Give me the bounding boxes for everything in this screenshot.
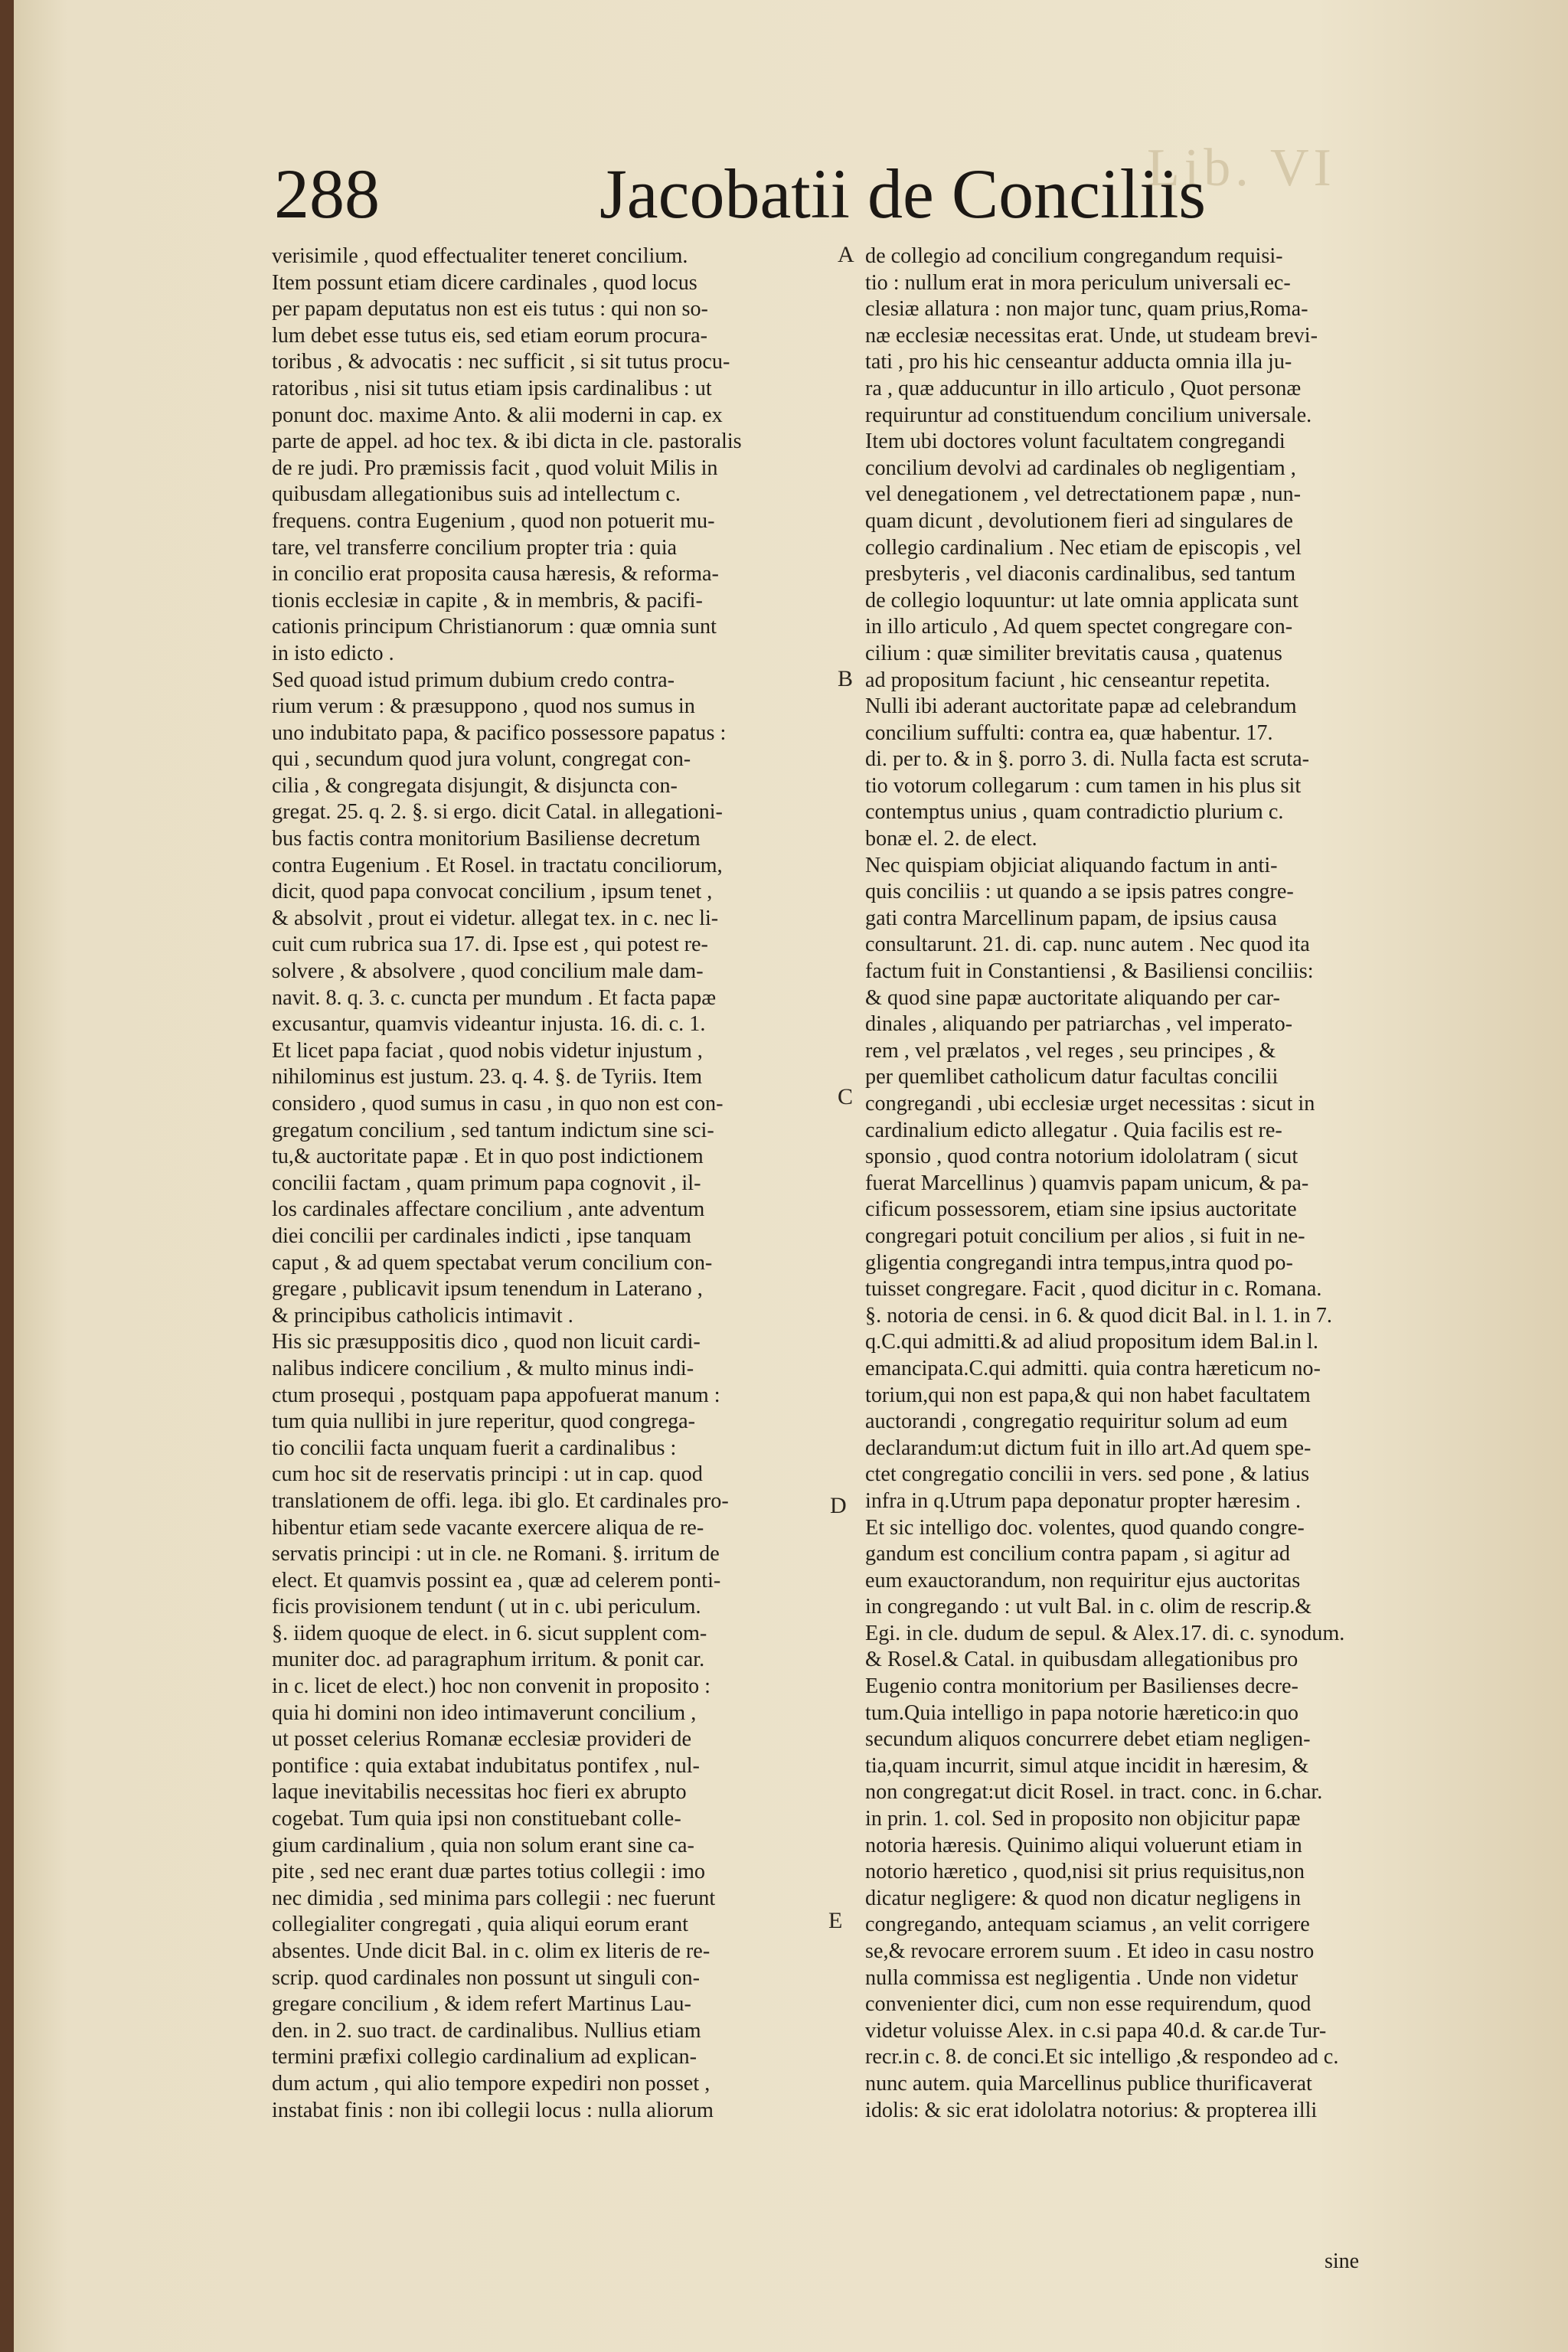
- text-line: collegio cardinalium . Nec etiam de episcopis , vel: [865, 535, 1302, 560]
- text-line: tum.Quia intelligo in papa notorie hæretico:in quo: [865, 1700, 1298, 1725]
- text-line: gati contra Marcellinum papam, de ipsius causa: [865, 906, 1277, 930]
- text-line: tum quia nullibi in jure reperitur, quod congrega-: [272, 1410, 696, 1434]
- text-line: pite , sed nec erant duæ partes totius collegii : imo: [272, 1860, 705, 1884]
- margin-marker-d: D: [830, 1493, 847, 1518]
- text-line: cationis principum Christianorum : quæ omnia sunt: [272, 615, 717, 639]
- text-line: gandum est concilium contra papam , si agitur ad: [865, 1542, 1290, 1566]
- text-line: elect. Et quamvis possint ea , quæ ad celerem ponti-: [272, 1568, 721, 1592]
- text-line: næ ecclesiæ necessitas erat. Unde, ut studeam brevi-: [865, 323, 1318, 348]
- text-line: convenienter dici, cum non esse requirendum, quod: [865, 1992, 1312, 2017]
- text-line: excusantur, quamvis videantur injusta. 16. di. c. 1.: [272, 1012, 706, 1037]
- text-line: cificum possessorem, etiam sine ipsius auctoritate: [865, 1197, 1297, 1222]
- text-line: Egi. in cle. dudum de sepul. & Alex.17. di. c. synodum.: [865, 1621, 1345, 1645]
- text-line: cardinalium edicto allegatur . Quia facilis est re-: [865, 1118, 1282, 1142]
- text-line: cuit cum rubrica sua 17. di. Ipse est , qui potest re-: [272, 933, 708, 957]
- text-line: Nulli ibi aderant auctoritate papæ ad celebrandum: [865, 694, 1297, 719]
- text-line: servatis principi : ut in cle. ne Romani. §. irritum de: [272, 1542, 720, 1566]
- text-line: in isto edicto .: [272, 641, 394, 665]
- text-line: de collegio ad concilium congregandum requisi-: [865, 244, 1283, 268]
- text-line: absentes. Unde dicit Bal. in c. olim ex literis de re-: [272, 1939, 710, 1963]
- right-text-column: [865, 243, 1447, 2124]
- text-line: presbyteris , vel diaconis cardinalibus, sed tantum: [865, 562, 1296, 586]
- text-line: requiruntur ad constituendum concilium universale.: [865, 403, 1312, 427]
- text-line: fuerat Marcellinus ) quamvis papam unicum, & pa-: [865, 1171, 1309, 1195]
- text-line: quia hi domini non ideo intimaverunt concilium ,: [272, 1700, 697, 1725]
- text-line: per papam deputatus non est eis tutus : qui non so-: [272, 297, 708, 322]
- text-line: infra in q.Utrum papa deponatur propter hæresim .: [865, 1488, 1302, 1513]
- text-line: nunc autem. quia Marcellinus publice thurificaverat: [865, 2071, 1312, 2096]
- text-line: congregandi , ubi ecclesiæ urget necessitas : sicut in: [865, 1092, 1315, 1116]
- text-line: den. in 2. suo tract. de cardinalibus. Nullius etiam: [272, 2018, 701, 2043]
- text-line: gium cardinalium , quia non solum erant sine ca-: [272, 1833, 694, 1857]
- text-line: & absolvit , prout ei videtur. allegat tex. in c. nec li-: [272, 906, 719, 930]
- book-page: [14, 0, 1568, 2352]
- text-line: notoria hæresis. Quinimo aliqui voluerunt etiam in: [865, 1833, 1302, 1857]
- text-line: frequens. contra Eugenium , quod non potuerit mu-: [272, 508, 715, 533]
- show-through-text: Lib. VI: [1147, 139, 1336, 198]
- text-line: tu,& auctoritate papæ . Et in quo post indictionem: [272, 1145, 704, 1169]
- text-line: per quemlibet catholicum datur facultas concilii: [865, 1065, 1279, 1089]
- text-line: pontifice : quia extabat indubitatus pontifex , nul-: [272, 1753, 700, 1778]
- text-line: cum hoc sit de reservatis principi : ut in cap. quod: [272, 1462, 703, 1487]
- text-line: tio concilii facta unquam fuerit a cardinalibus :: [272, 1436, 677, 1460]
- text-line: tionis ecclesiæ in capite , & in membris, & pacifi-: [272, 588, 703, 612]
- text-line: hibentur etiam sede vacante exercere aliqua de re-: [272, 1515, 704, 1540]
- text-line: Item possunt etiam dicere cardinales , quod locus: [272, 270, 697, 295]
- margin-marker-b: B: [838, 666, 854, 691]
- text-line: auctorandi , congregatio requiritur solum ad eum: [865, 1410, 1288, 1434]
- text-line: toribus , & advocatis : nec sufficit , si sit tutus procu-: [272, 350, 730, 374]
- text-line: uno indubitato papa, & pacifico possessore papatus :: [272, 720, 727, 745]
- text-line: in c. licet de elect.) hoc non convenit in proposito :: [272, 1674, 710, 1699]
- text-line: quis conciliis : ut quando a se ipsis patres congre-: [865, 880, 1294, 904]
- running-head: [259, 153, 1560, 237]
- page-number: 288: [274, 155, 380, 233]
- text-line: congregando, antequam sciamus , an velit corrigere: [865, 1913, 1310, 1937]
- text-line: & principibus catholicis intimavit .: [272, 1303, 573, 1328]
- text-line: cilia , & congregata disjungit, & disjuncta con-: [272, 773, 678, 798]
- text-line: dicatur negligere: & quod non dicatur negligens in: [865, 1886, 1302, 1910]
- text-line: navit. 8. q. 3. c. cuncta per mundum . Et facta papæ: [272, 985, 717, 1010]
- margin-marker-c: C: [838, 1084, 854, 1109]
- text-line: & quod sine papæ auctoritate aliquando per car-: [865, 985, 1280, 1010]
- left-text-column: [272, 243, 846, 2124]
- text-line: gregatum concilium , sed tantum indictum sine sci-: [272, 1118, 714, 1142]
- text-line: ctum prosequi , postquam papa appofuerat manum :: [272, 1383, 720, 1407]
- text-line: bonæ el. 2. de elect.: [865, 827, 1037, 851]
- text-line: diei concilii per cardinales indicti , ipse tanquam: [272, 1223, 691, 1248]
- text-line: ra , quæ adducuntur in illo articulo , Quot personæ: [865, 376, 1302, 400]
- text-line: dinales , aliquando per patriarchas , vel imperato-: [865, 1012, 1293, 1037]
- text-line: translationem de offi. lega. ibi glo. Et cardinales pro-: [272, 1488, 729, 1513]
- text-line: nihilominus est justum. 23. q. 4. §. de Tyriis. Item: [272, 1065, 703, 1089]
- text-line: de re judi. Pro præmissis facit , quod voluit Milis in: [272, 456, 718, 480]
- text-line: consultarunt. 21. di. cap. nunc autem . Nec quod ita: [865, 933, 1310, 957]
- text-line: lum debet esse tutus eis, sed etiam eorum procura-: [272, 323, 708, 348]
- text-line: Et licet papa faciat , quod nobis videtur injustum ,: [272, 1038, 703, 1063]
- text-line: & Rosel.& Catal. in quibusdam allegationibus pro: [865, 1648, 1298, 1672]
- text-line: vel denegationem , vel detrectationem papæ , nun-: [865, 482, 1302, 507]
- text-line: Sed quoad istud primum dubium credo contra-: [272, 668, 675, 692]
- text-line: considero , quod sumus in casu , in quo non est con-: [272, 1092, 724, 1116]
- text-line: tuisset congregare. Facit , quod dicitur in c. Romana.: [865, 1277, 1322, 1302]
- text-line: secundum aliquos concurrere debet etiam negligen-: [865, 1727, 1311, 1752]
- text-line: ratoribus , nisi sit tutus etiam ipsis cardinalibus : ut: [272, 376, 712, 400]
- text-line: qui , secundum quod jura volunt, congregat con-: [272, 747, 691, 772]
- text-line: dum actum , qui alio tempore expediri non posset ,: [272, 2071, 710, 2096]
- text-line: instabat finis : non ibi collegii locus : nulla aliorum: [272, 2098, 714, 2122]
- text-line: congregari potuit concilium per alios , si fuit in ne-: [865, 1223, 1305, 1248]
- text-line: Et sic intelligo doc. volentes, quod quando congre-: [865, 1515, 1305, 1540]
- text-line: §. notoria de censi. in 6. & quod dicit Bal. in l. 1. in 7.: [865, 1303, 1332, 1328]
- text-line: los cardinales affectare concilium , ante adventum: [272, 1197, 705, 1222]
- text-line: emancipata.C.qui admitti. quia contra hæreticum no-: [865, 1356, 1321, 1380]
- text-line: di. per to. & in §. porro 3. di. Nulla facta est scruta-: [865, 747, 1310, 772]
- margin-marker-a: A: [838, 242, 854, 267]
- text-line: tio votorum collegarum : cum tamen in his plus sit: [865, 773, 1302, 798]
- text-line: videtur voluisse Alex. in c.si papa 40.d. & car.de Tur-: [865, 2018, 1327, 2043]
- text-line: de collegio loquuntur: ut late omnia applicata sunt: [865, 588, 1298, 612]
- text-line: se,& revocare errorem suum . Et ideo in casu nostro: [865, 1939, 1315, 1963]
- text-line: declarandum:ut dictum fuit in illo art.Ad quem spe-: [865, 1436, 1312, 1460]
- text-line: in congregando : ut vult Bal. in c. olim de rescrip.&: [865, 1595, 1312, 1619]
- text-line: in concilio erat proposita causa hæresis, & reforma-: [272, 562, 719, 586]
- text-line: concilium suffulti: contra ea, quæ habentur. 17.: [865, 720, 1273, 745]
- text-line: idolis: & sic erat idololatra notorius: & propterea illi: [865, 2098, 1318, 2122]
- text-line: concilii factam , quam primum papa cognovit , il-: [272, 1171, 701, 1195]
- text-line: nulla commissa est negligentia . Unde non videtur: [865, 1965, 1298, 1990]
- text-line: muniter doc. ad paragraphum irritum. & ponit car.: [272, 1648, 705, 1672]
- text-line: Nec quispiam objiciat aliquando factum in anti-: [865, 853, 1278, 877]
- text-line: factum fuit in Constantiensi , & Basiliensi conciliis:: [865, 959, 1314, 984]
- text-line: non congregat:ut dicit Rosel. in tract. conc. in 6.char.: [865, 1780, 1323, 1805]
- text-line: gregare concilium , & idem refert Martinus Lau-: [272, 1992, 691, 2017]
- text-line: clesiæ allatura : non major tunc, quam prius,Roma-: [865, 297, 1308, 322]
- text-line: ficis provisionem tendunt ( ut in c. ubi periculum.: [272, 1595, 701, 1619]
- text-line: cogebat. Tum quia ipsi non constituebant colle-: [272, 1807, 681, 1831]
- text-line: rem , vel prælatos , vel reges , seu principes , &: [865, 1038, 1276, 1063]
- text-line: notorio hæretico , quod,nisi sit prius requisitus,non: [865, 1860, 1305, 1884]
- text-line: bus factis contra monitorium Basiliense decretum: [272, 827, 701, 851]
- text-line: parte de appel. ad hoc tex. & ibi dicta in cle. pastoralis: [272, 430, 742, 454]
- text-line: tio : nullum erat in mora periculum universali ec-: [865, 270, 1291, 295]
- text-line: contemptus unius , quam contradictio plurium c.: [865, 800, 1284, 825]
- text-line: in illo articulo , Ad quem spectet congregare con-: [865, 615, 1293, 639]
- text-line: rium verum : & præsuppono , quod nos sumus in: [272, 694, 695, 719]
- text-line: collegialiter congregati , quia aliqui eorum erant: [272, 1913, 688, 1937]
- text-line: dicit, quod papa convocat concilium , ipsum tenet ,: [272, 880, 713, 904]
- text-line: q.C.qui admitti.& ad aliud propositum idem Bal.in l.: [865, 1330, 1318, 1354]
- text-line: scrip. quod cardinales non possunt ut singuli con-: [272, 1965, 700, 1990]
- text-line: quibusdam allegationibus suis ad intellectum c.: [272, 482, 681, 507]
- text-line: tia,quam incurrit, simul atque incidit in hæresim, &: [865, 1753, 1309, 1778]
- text-line: solvere , & absolvere , quod concilium male dam-: [272, 959, 704, 984]
- text-line: His sic præsuppositis dico , quod non licuit cardi-: [272, 1330, 701, 1354]
- text-line: §. iidem quoque de elect. in 6. sicut supplent com-: [272, 1621, 707, 1645]
- text-line: tare, vel transferre concilium propter tria : quia: [272, 535, 678, 560]
- text-line: termini præfixi collegio cardinalium ad explican-: [272, 2045, 697, 2069]
- text-line: gregat. 25. q. 2. §. si ergo. dicit Catal. in allegationi-: [272, 800, 723, 825]
- text-line: ad propositum faciunt , hic censeantur repetita.: [865, 668, 1271, 692]
- catchword: sine: [1325, 2249, 1360, 2273]
- text-line: gligentia congregandi intra tempus,intra quod po-: [865, 1250, 1293, 1275]
- text-line: tati , pro his hic censeantur adducta omnia illa ju-: [865, 350, 1292, 374]
- margin-marker-e: E: [828, 1908, 843, 1933]
- page-title: Jacobatii de Conciliis: [599, 155, 1207, 233]
- text-line: caput , & ad quem spectabat verum concilium con-: [272, 1250, 713, 1275]
- text-line: sponsio , quod contra notorium idololatram ( sicut: [865, 1145, 1298, 1169]
- text-line: nalibus indicere concilium , & multo minus indi-: [272, 1356, 694, 1380]
- text-line: concilium devolvi ad cardinales ob negligentiam ,: [865, 456, 1296, 480]
- text-line: ut posset celerius Romanæ ecclesiæ provideri de: [272, 1727, 691, 1752]
- text-line: torium,qui non est papa,& qui non habet facultatem: [865, 1383, 1311, 1407]
- text-line: laque inevitabilis necessitas hoc fieri ex abrupto: [272, 1780, 687, 1805]
- text-line: verisimile , quod effectualiter teneret concilium.: [272, 244, 688, 268]
- text-line: ponunt doc. maxime Anto. & alii moderni in cap. ex: [272, 403, 723, 427]
- text-line: contra Eugenium . Et Rosel. in tractatu conciliorum,: [272, 853, 723, 877]
- text-line: ctet congregatio concilii in vers. sed pone , & latius: [865, 1462, 1310, 1487]
- text-line: Eugenio contra monitorium per Basilienses decre-: [865, 1674, 1298, 1699]
- text-line: in prin. 1. col. Sed in proposito non objicitur papæ: [865, 1807, 1301, 1831]
- text-line: recr.in c. 8. de conci.Et sic intelligo ,& respondeo ad c.: [865, 2045, 1339, 2069]
- text-line: quam dicunt , devolutionem fieri ad singulares de: [865, 508, 1293, 533]
- text-line: gregare , publicavit ipsum tenendum in Laterano ,: [272, 1277, 703, 1302]
- text-line: Item ubi doctores volunt facultatem congregandi: [865, 430, 1285, 454]
- text-line: nec dimidia , sed minima pars collegii : nec fuerunt: [272, 1886, 716, 1910]
- text-line: cilium : quæ similiter brevitatis causa , quatenus: [865, 641, 1282, 665]
- text-line: eum exauctorandum, non requiritur ejus auctoritas: [865, 1568, 1301, 1592]
